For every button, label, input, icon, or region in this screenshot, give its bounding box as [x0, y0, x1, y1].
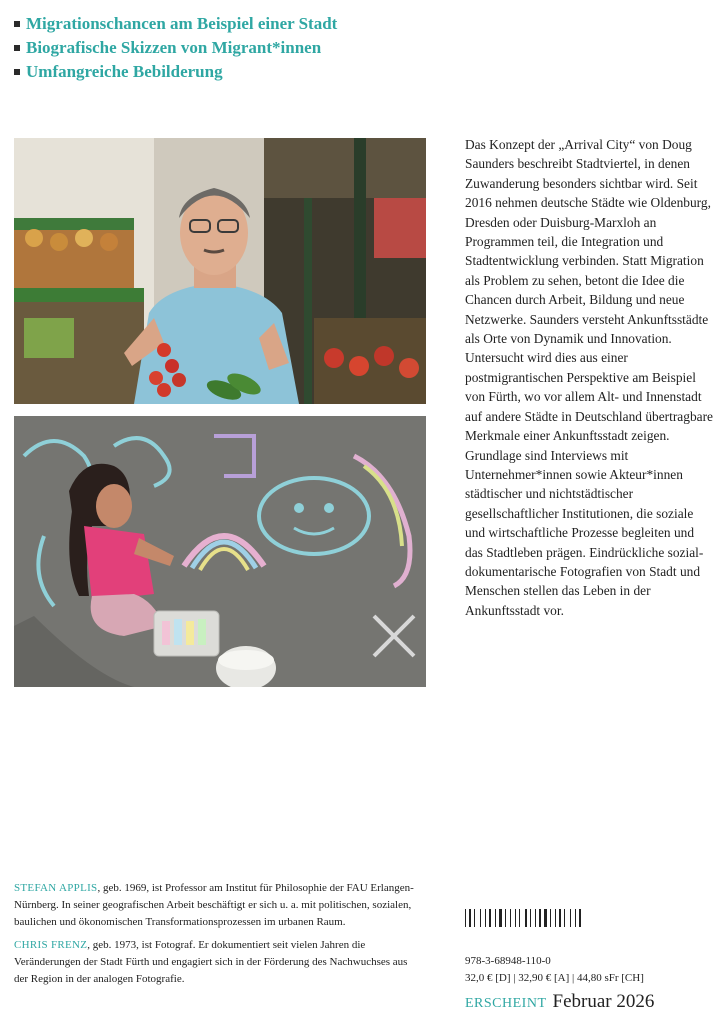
feature-item [14, 60, 337, 84]
author-bio-text: , geb. 1969, ist Professor am Institut für Philosophie der FAU Erlangen-Nürnberg. In seiner geografischen Arbeit beschäftigt er sich u. a. mit politischen, sozialen, baulichen und ökonomischen Transformationsprozessen im urbanen Raum. [14, 882, 414, 928]
author-bio [14, 880, 414, 931]
barcode [465, 909, 597, 932]
author-name: CHRIS FRENZ [14, 939, 88, 951]
author-bio [14, 937, 414, 988]
feature-item [14, 36, 337, 60]
release-date: Februar 2026 [552, 991, 655, 1012]
market-vendor-photo [14, 138, 426, 404]
child-chalk-photo [14, 416, 426, 687]
feature-text: Biografische Skizzen von Migrant*innen [26, 38, 322, 57]
feature-list [14, 12, 337, 84]
isbn-block [465, 953, 644, 987]
feature-text: Umfangreiche Bebilderung [26, 62, 223, 81]
bullet-square-icon [14, 45, 20, 51]
bullet-square-icon [14, 21, 20, 27]
bullet-square-icon [14, 69, 20, 75]
author-bio-text: , geb. 1973, ist Fotograf. Er dokumentiert seit vielen Jahren die Veränderungen der Stadt Fürth und engagiert sich in der Förderung des Nachwuchses aus der Region in der analogen Fotografie. [14, 939, 408, 985]
author-name: STEFAN APPLIS [14, 882, 98, 894]
feature-item [14, 12, 337, 36]
author-bios [14, 880, 414, 994]
isbn-number: 978-3-68948-110-0 [465, 955, 551, 967]
release-label: ERSCHEINT [465, 996, 547, 1011]
feature-text: Migrationschancen am Beispiel einer Stadt [26, 14, 338, 33]
release-info [465, 991, 654, 1013]
book-description: Das Konzept der „Arrival City“ von Doug Saunders beschreibt Stadtviertel, in denen Zuwanderung besonders sichtbar wird. Seit 2016 nehmen deutsche Städte wie Oldenburg, Dresden oder Duisburg-Marxloh an Programmen teil, die Integration und Stadtentwicklung verbinden. Statt Migration als Problem zu sehen, betont die Idee die Chancen durch Arbeit, Bildung und neue Netzwerke. Saunders versteht Ankunftsstädte als Orte von Dynamik und Innovation. Untersucht wird dies aus einer postmigrantischen Perspektive am Beispiel von Fürth, wo vor allem Alt- und Innenstadt auf andere Städte in Deutschland übertragbare Merkmale einer Ankunftsstadt zeigen. Grundlage sind Interviews mit Unternehmer*innen sowie Akteur*innen städtischer und nichtstädtischer gesellschaftlicher Institutionen, die soziale und wirtschaftliche Prozesse begleiten und das Stadtleben prägen. Eindrückliche sozial-dokumentarische Fotografien von Stadt und Menschen stellen das Leben in der Ankunftsstadt vor. [465, 137, 713, 618]
price-list: 32,0 € [D] | 32,90 € [A] | 44,80 sFr [CH] [465, 972, 644, 984]
